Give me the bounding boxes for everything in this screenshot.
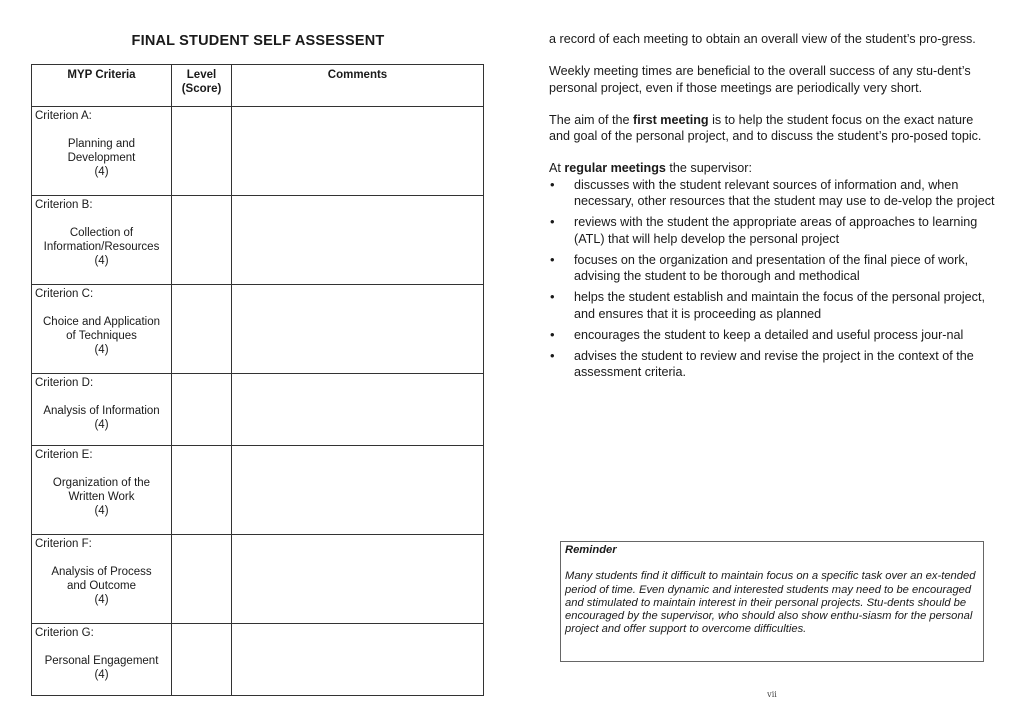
criterion-label: Criterion G: (35, 627, 94, 640)
criterion-cell (32, 445, 172, 534)
paragraph (549, 112, 996, 145)
list-item-text: advises the student to review and revise the project in the context of the assessment criteria. (574, 348, 974, 379)
criterion-description (32, 226, 171, 268)
level-score-cell[interactable] (172, 285, 232, 374)
page-title: FINAL STUDENT SELF ASSESSENT (131, 33, 385, 49)
criterion-line: Analysis of Process (51, 566, 152, 578)
header-level (172, 65, 232, 107)
reminder-text: Many students find it difficult to maintain focus on a specific task over an ex-tended period of time. Even dynamic and interested students may need to be encouraged and stimulated to maintain interest in their personal projects. Stu-dents should be encouraged by the supervisor, who should also show enthu-siasm for the personal project and offer support to overcome difficulties. (565, 570, 976, 636)
criterion-line: of Techniques (66, 330, 137, 343)
bullet-list (549, 177, 996, 381)
bullet-icon: • (550, 251, 555, 267)
criterion-label: Criterion A: (35, 110, 92, 122)
criterion-line: Development (67, 152, 136, 164)
table-header-row (32, 65, 484, 107)
bold-term: first meeting (633, 112, 709, 127)
text-span: the supervisor: (665, 161, 752, 175)
level-score-cell[interactable] (172, 535, 232, 624)
list-item (549, 327, 996, 344)
criterion-line: (4) (94, 594, 109, 606)
criterion-cell (32, 624, 172, 696)
table-row (32, 624, 484, 696)
criterion-line: Written Work (68, 490, 135, 503)
list-item (549, 252, 996, 285)
table-row (32, 196, 484, 285)
table-row (32, 107, 484, 196)
criterion-line: (4) (94, 166, 109, 178)
criterion-cell (32, 107, 172, 196)
criterion-line: Collection of (69, 227, 134, 240)
level-score-cell[interactable] (172, 624, 232, 696)
level-score-cell[interactable] (172, 374, 232, 446)
reminder-title: Reminder (565, 544, 617, 556)
table-row (32, 285, 484, 374)
criterion-description (32, 137, 171, 179)
criterion-label: Criterion B: (35, 199, 93, 212)
comments-cell[interactable] (232, 107, 484, 196)
list-item (549, 214, 996, 247)
criterion-line: (4) (94, 669, 109, 682)
page-number: vii (767, 690, 777, 699)
criterion-cell (32, 535, 172, 624)
level-score-cell[interactable] (172, 445, 232, 534)
criterion-description (32, 565, 171, 607)
table-row (32, 374, 484, 446)
criterion-description (32, 404, 171, 432)
header-level-sub: (Score) (181, 83, 222, 95)
list-item (549, 177, 996, 210)
header-comments: Comments (232, 65, 484, 107)
table-row (32, 535, 484, 624)
bullet-icon: • (550, 214, 555, 229)
criterion-label: Criterion C: (35, 288, 94, 301)
comments-cell[interactable] (232, 196, 484, 285)
criterion-cell (32, 374, 172, 446)
criterion-line: (4) (94, 255, 109, 268)
list-item-text: discusses with the student relevant sources of information and, when necessary, other resources that the student may use to de-velop the project (574, 177, 995, 208)
bullet-icon: • (550, 326, 555, 342)
list-item (549, 348, 996, 381)
comments-cell[interactable] (232, 624, 484, 696)
criterion-line: Organization of the (52, 476, 151, 489)
list-item (549, 289, 996, 322)
criterion-label: Criterion F: (35, 538, 92, 550)
comments-cell[interactable] (232, 285, 484, 374)
comments-cell[interactable] (232, 374, 484, 446)
header-criteria: MYP Criteria (32, 65, 172, 107)
bullet-icon: • (550, 289, 555, 304)
criterion-line: (4) (94, 344, 109, 357)
list-item-text: helps the student establish and maintain the focus of the personal project, and ensures that it is proceeding as planned (574, 290, 985, 321)
paragraph (549, 160, 996, 177)
text-span: The aim of the (549, 112, 633, 127)
paragraph: a record of each meeting to obtain an overall view of the student’s pro-gress. (549, 32, 976, 46)
criterion-label: Criterion D: (35, 377, 94, 390)
text-span: At (549, 161, 565, 175)
criterion-cell (32, 196, 172, 285)
criterion-description (32, 654, 171, 682)
criterion-label: Criterion E: (35, 448, 93, 461)
comments-cell[interactable] (232, 445, 484, 534)
bullet-icon: • (550, 176, 555, 192)
text-span: is to help the student focus on the exact nature and goal of the personal project, and to discuss the student’s pro-posed topic. (549, 112, 982, 143)
assessment-table (31, 64, 484, 696)
bold-term: regular meetings (564, 161, 666, 175)
criterion-description (32, 476, 171, 518)
criterion-line: Information/Resources (43, 241, 160, 254)
criterion-description (32, 315, 171, 357)
criterion-line: Planning and (67, 138, 136, 150)
criterion-line: Personal Engagement (44, 655, 159, 668)
criterion-line: (4) (94, 504, 109, 517)
level-score-cell[interactable] (172, 196, 232, 285)
list-item-text: reviews with the student the appropriate areas of approaches to learning (ATL) that will help develop the personal project (574, 215, 978, 246)
reminder-box (560, 541, 984, 662)
bullet-icon: • (550, 347, 555, 363)
criterion-line: Analysis of Information (43, 405, 160, 418)
list-item-text: encourages the student to keep a detailed and useful process jour-nal (574, 327, 964, 342)
comments-cell[interactable] (232, 535, 484, 624)
criterion-line: and Outcome (66, 580, 137, 592)
criterion-line: (4) (94, 419, 109, 432)
header-level-label: Level (186, 69, 217, 81)
criterion-cell (32, 285, 172, 374)
right-page-body (549, 31, 996, 385)
paragraph: Weekly meeting times are beneficial to the overall success of any stu-dent’s personal project, even if those meetings are periodically very short. (549, 64, 971, 95)
criterion-line: Choice and Application (43, 316, 160, 329)
level-score-cell[interactable] (172, 107, 232, 196)
table-row (32, 445, 484, 534)
list-item-text: focuses on the organization and presentation of the final piece of work, advising the student to be thorough and methodical (574, 252, 969, 283)
